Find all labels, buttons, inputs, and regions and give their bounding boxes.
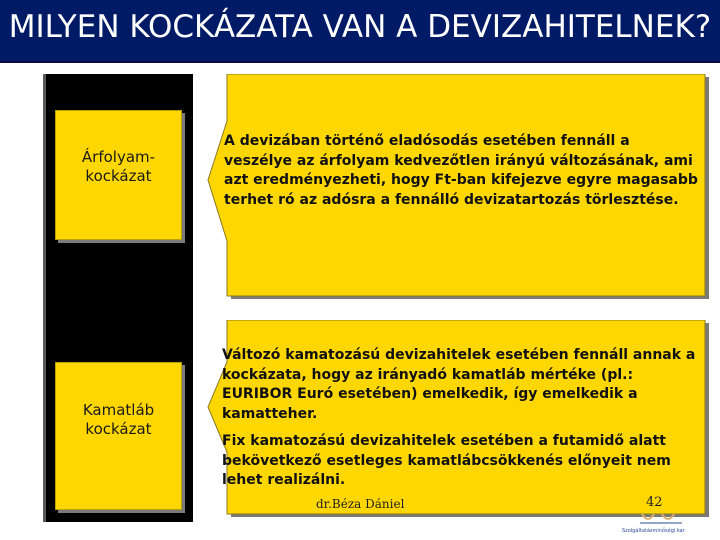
risk-label-interest-rate: Kamatláb kockázat bbox=[82, 401, 155, 438]
description-interest-rate-fixed: Fix kamatozású devizahitelek esetében a futamidő alatt bekövetkező esetleges kamatlábcsökkenés előnyeit nem lehet realizálni. bbox=[222, 433, 671, 488]
risk-box-interest-rate bbox=[55, 362, 182, 510]
risk-label-exchange-rate: Árfolyam- kockázat bbox=[81, 148, 156, 185]
description-panel-exchange-rate bbox=[207, 74, 713, 305]
slide-title: MILYEN KOCKÁZATA VAN A DEVIZAHITELNEK? bbox=[8, 9, 712, 45]
logo-caption: Szolgáltatásminőségi kar bbox=[622, 528, 685, 534]
risk-box-exchange-rate bbox=[55, 110, 182, 240]
description-panel-interest-rate bbox=[207, 320, 713, 520]
logo-icon bbox=[640, 512, 682, 524]
page-number: 42 bbox=[646, 495, 663, 510]
description-interest-rate-variable: Változó kamatozású devizahitelek esetében fennáll annak a kockázata, hogy az irányadó kamatláb mértéke (pl.: EURIBOR Euró esetében) emelkedik, így emelkedik a kamatteher. bbox=[222, 347, 696, 422]
description-exchange-rate: A devizában történő eladósodás esetében fennáll a veszélye az árfolyam kedvezőtlen irányú változásának, ami azt eredményezheti, hogy Ft-ban kifejezve egyre magasabb terhet ró az adósra a fennálló devizatartozás törlesztése. bbox=[224, 133, 698, 208]
footer-author: dr.Béza Dániel bbox=[316, 497, 405, 511]
title-bar bbox=[0, 0, 720, 63]
